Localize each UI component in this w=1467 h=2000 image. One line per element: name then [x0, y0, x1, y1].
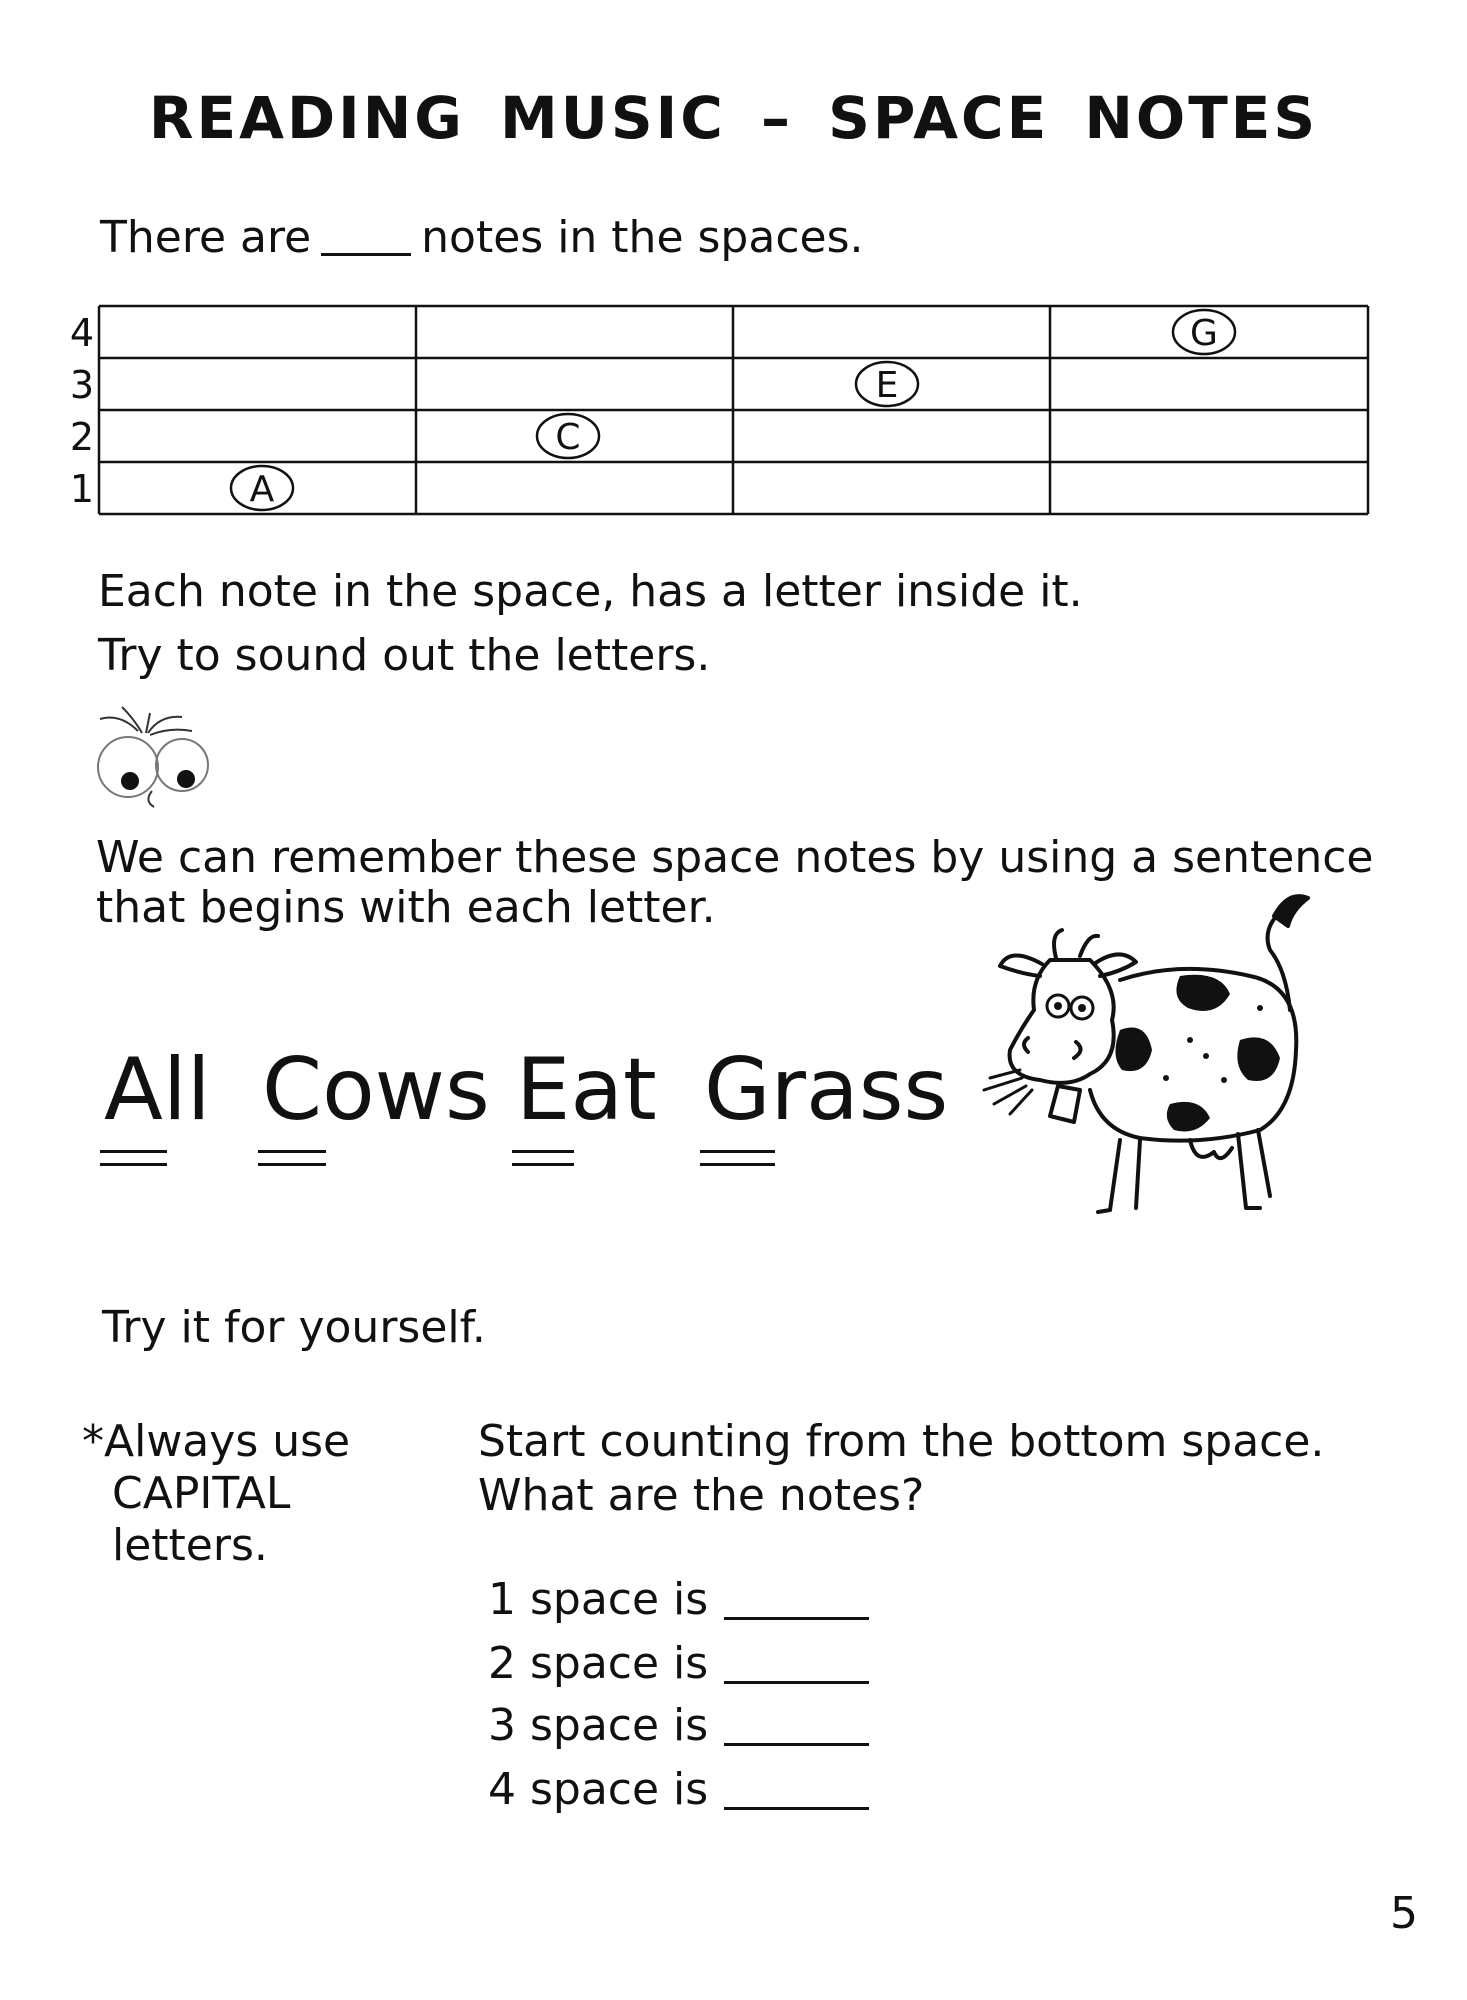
question-row — [488, 1574, 869, 1626]
cow-spot — [1167, 1102, 1210, 1132]
note-letter: G — [1190, 313, 1218, 354]
note-line1: *Always use — [82, 1416, 351, 1467]
answer-blank[interactable] — [724, 1617, 869, 1620]
question-row — [488, 1638, 869, 1690]
para2-line1: We can remember these space notes by using a sentence — [96, 832, 1374, 883]
googly-eyes-icon — [90, 705, 220, 815]
question-row — [488, 1764, 869, 1816]
cow-illustration — [970, 890, 1350, 1230]
question-row — [488, 1700, 869, 1752]
cow-head — [1010, 960, 1114, 1083]
intro-before: There are — [100, 212, 312, 263]
question-label: 4 space is — [488, 1764, 709, 1815]
note-letter: C — [555, 417, 581, 458]
mnemonic-word: Grass — [704, 1040, 949, 1140]
note-c — [537, 414, 599, 458]
note-line2: CAPITAL — [112, 1468, 291, 1519]
note-letter: A — [249, 469, 275, 510]
mnemonic-word: Cows — [262, 1040, 490, 1140]
answer-blank[interactable] — [724, 1807, 869, 1810]
space-number: 4 — [69, 311, 95, 355]
question-label: 2 space is — [488, 1638, 709, 1689]
answer-blank[interactable] — [724, 1743, 869, 1746]
para2-line2: that begins with each letter. — [96, 882, 716, 933]
cow-spot — [1237, 1037, 1280, 1081]
note-a — [231, 466, 293, 510]
question-label: 3 space is — [488, 1700, 709, 1751]
try-it-heading: Try it for yourself. — [102, 1302, 486, 1353]
note-line3: letters. — [112, 1520, 268, 1571]
cow-bell — [1050, 1086, 1080, 1122]
space-number: 3 — [69, 363, 95, 407]
para1-line2: Try to sound out the letters. — [98, 630, 711, 681]
answer-blank[interactable] — [724, 1681, 869, 1684]
note-g — [1173, 310, 1235, 354]
page-number: 5 — [1390, 1888, 1418, 1939]
note-e — [856, 362, 918, 406]
page-title: READING MUSIC – SPACE NOTES — [148, 84, 1319, 152]
note-letter: E — [875, 365, 899, 406]
instructions-line1: Start counting from the bottom space. — [478, 1416, 1325, 1467]
question-label: 1 space is — [488, 1574, 709, 1625]
intro-after: notes in the spaces. — [421, 212, 864, 263]
nose — [148, 791, 154, 807]
cow-spot — [1176, 975, 1230, 1011]
instructions-line2: What are the notes? — [478, 1470, 925, 1521]
space-number: 2 — [69, 415, 95, 459]
mnemonic-word: Eat — [516, 1040, 657, 1140]
para1-line1: Each note in the space, has a letter inside it. — [98, 566, 1083, 617]
space-number: 1 — [69, 467, 95, 511]
mnemonic-sentence — [0, 1040, 1000, 1170]
mnemonic-word: All — [104, 1040, 211, 1140]
cow-spot — [1115, 1028, 1152, 1072]
